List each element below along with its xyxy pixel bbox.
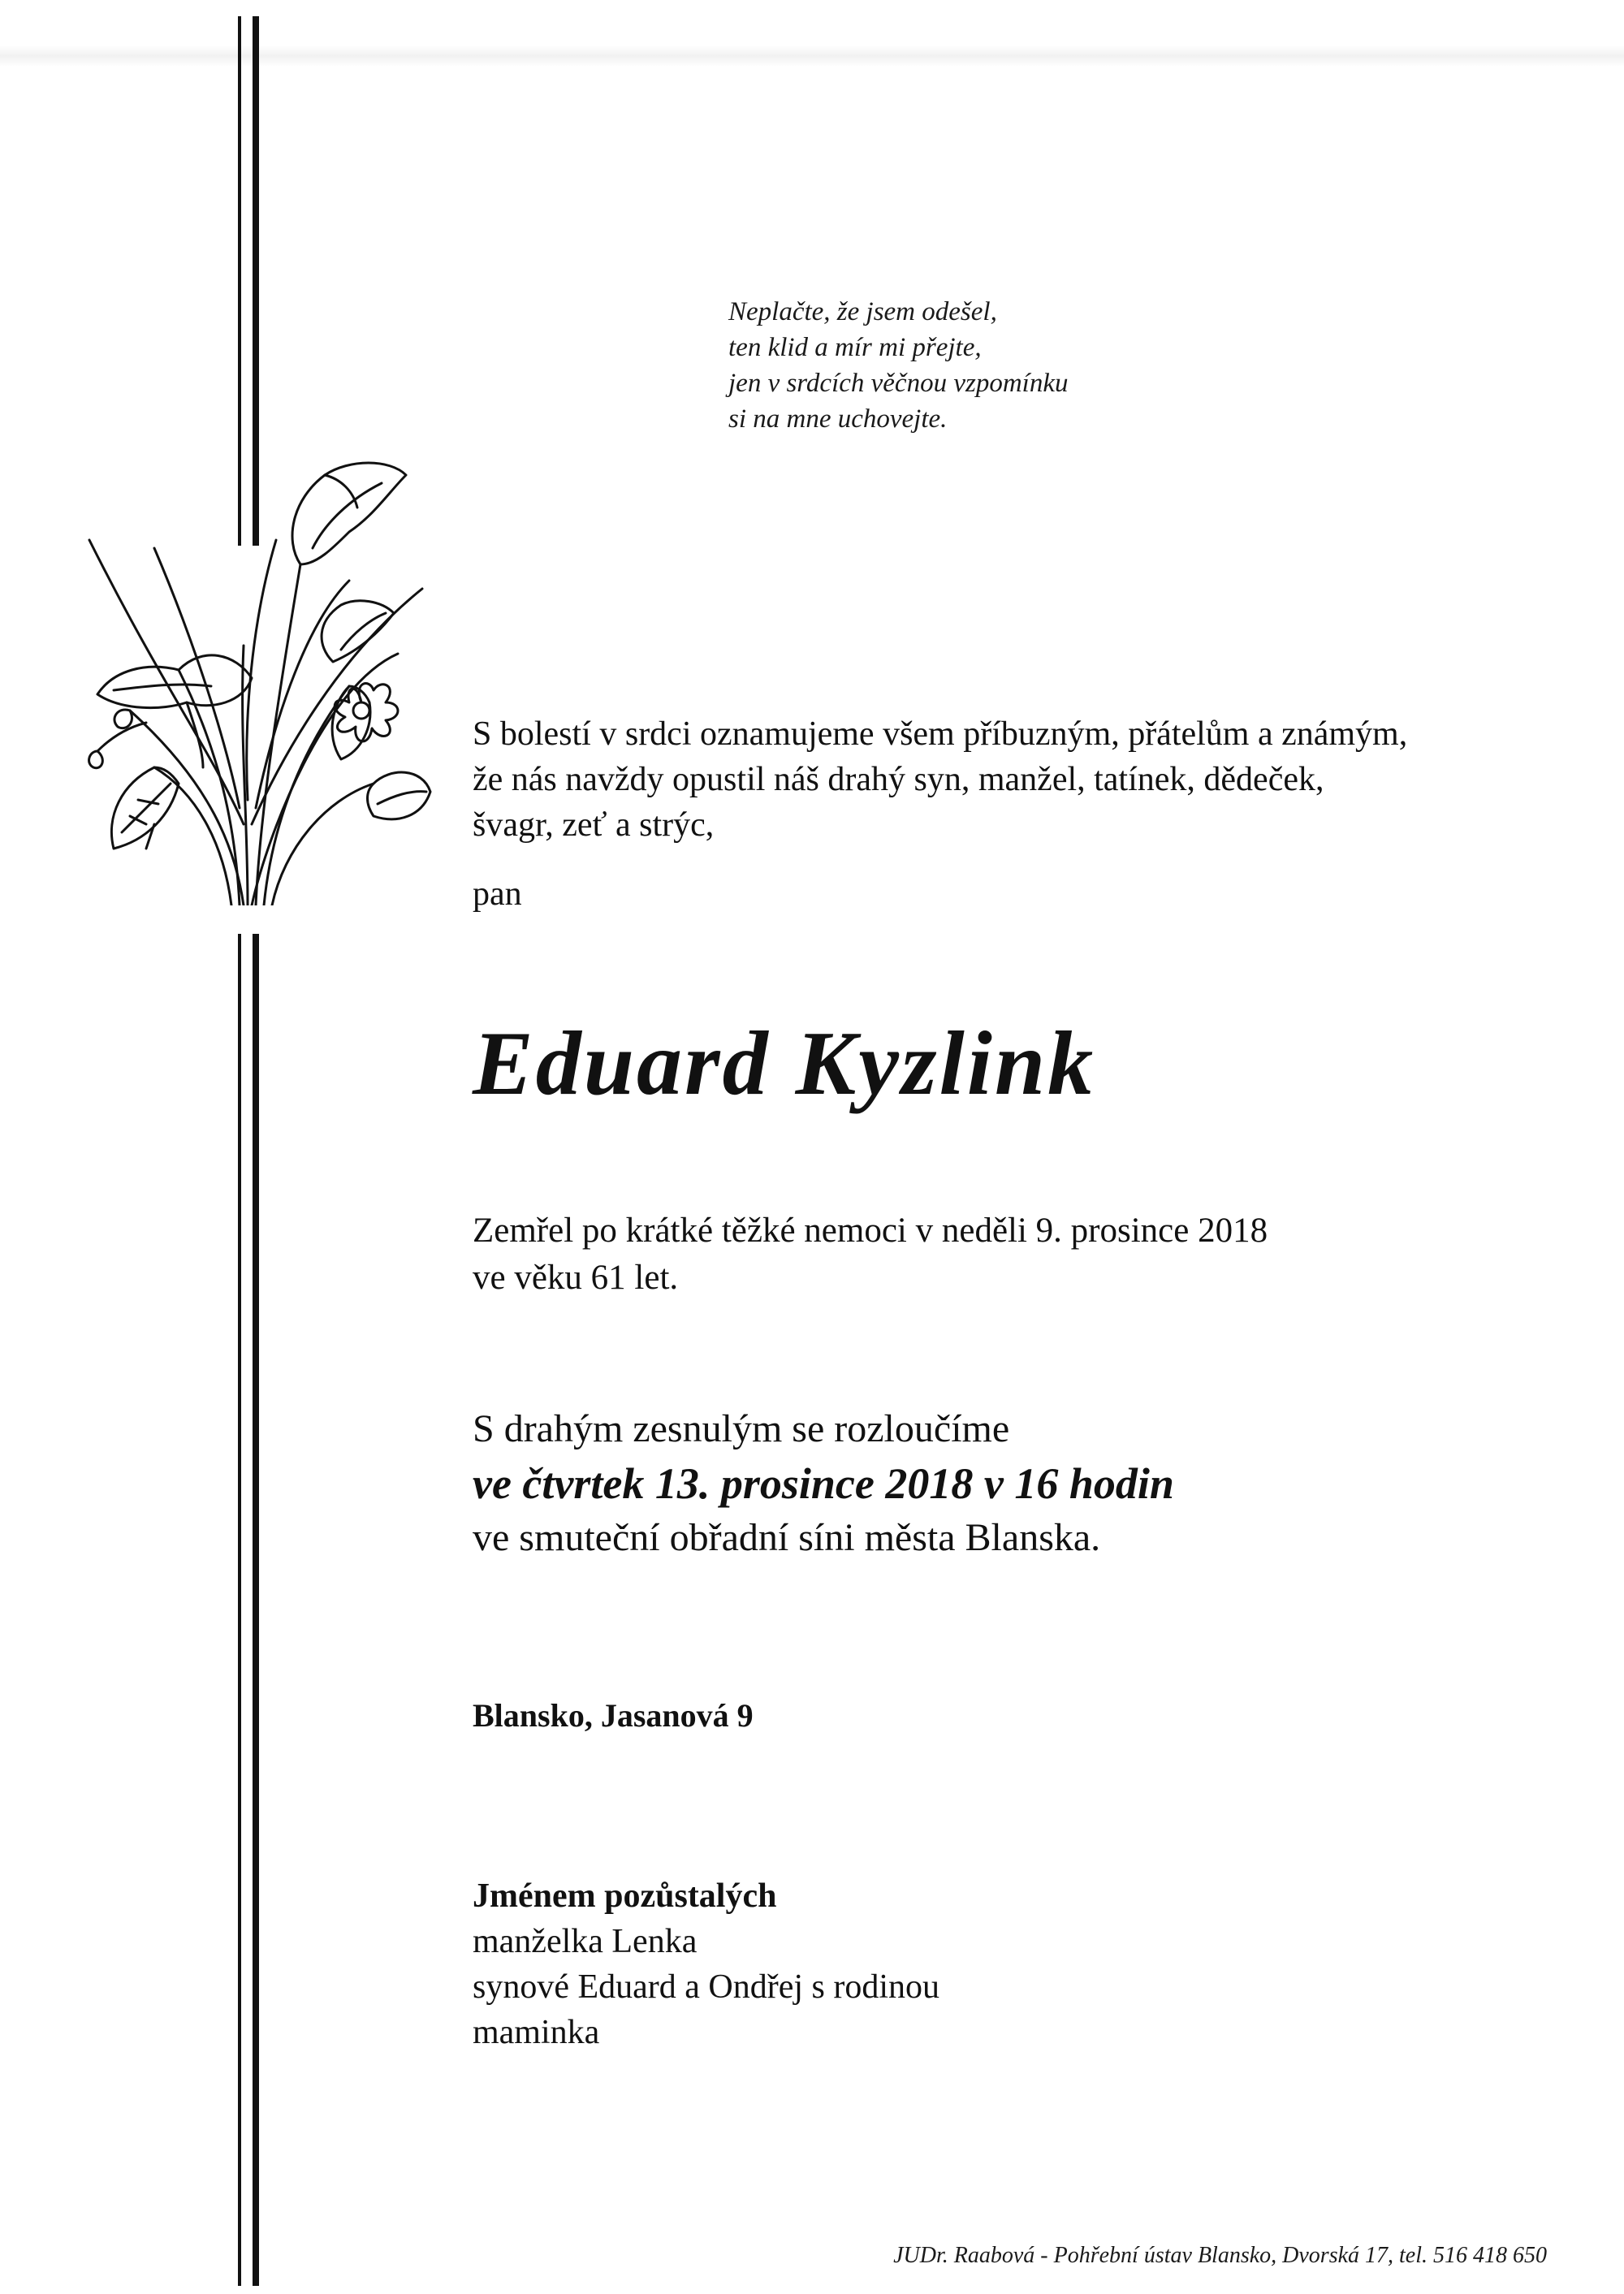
announcement-line: S bolestí v srdci oznamujeme všem příbuzným, přátelům a známým, xyxy=(473,715,1408,753)
farewell-date-time: ve čtvrtek 13. prosince 2018 v 16 hodin xyxy=(473,1459,1174,1508)
family-address: Blansko, Jasanová 9 xyxy=(473,1697,754,1734)
vertical-rule-bottom-thick xyxy=(253,934,259,2286)
scan-artifact xyxy=(0,45,1624,67)
honorific: pan xyxy=(473,875,522,913)
poem-line: ten klid a mír mi přejte, xyxy=(728,333,982,362)
death-info-line: Zemřel po krátké těžké nemoci v neděli 9. prosince 2018 xyxy=(473,1212,1268,1250)
death-info xyxy=(473,1207,1268,1302)
vertical-rule-bottom-thin xyxy=(238,934,241,2286)
calla-lily-illustration xyxy=(81,443,438,905)
deceased-name: Eduard Kyzlink xyxy=(473,1013,1096,1114)
farewell-info xyxy=(473,1403,1174,1564)
death-info-line: ve věku 61 let. xyxy=(473,1259,679,1297)
survivor-line: synové Eduard a Ondřej s rodinou xyxy=(473,1968,940,2006)
farewell-place: ve smuteční obřadní síni města Blanska. xyxy=(473,1516,1101,1559)
survivors xyxy=(473,1873,939,2055)
poem-line: si na mne uchovejte. xyxy=(728,404,948,434)
survivor-line: manželka Lenka xyxy=(473,1923,698,1960)
announcement-line: že nás navždy opustil náš drahý syn, manžel, tatínek, dědeček, xyxy=(473,761,1324,798)
announcement-text xyxy=(473,711,1407,848)
announcement-line: švagr, zeť a strýc, xyxy=(473,806,715,844)
farewell-intro: S drahým zesnulým se rozloučíme xyxy=(473,1407,1010,1450)
memorial-poem xyxy=(728,294,1297,437)
poem-line: Neplačte, že jsem odešel, xyxy=(728,297,997,326)
poem-line: jen v srdcích věčnou vzpomínku xyxy=(728,369,1069,398)
funeral-service-footer: JUDr. Raabová - Pohřební ústav Blansko, Dvorská 17, tel. 516 418 650 xyxy=(893,2243,1547,2268)
survivors-heading: Jménem pozůstalých xyxy=(473,1877,777,1915)
survivor-line: maminka xyxy=(473,2014,600,2051)
